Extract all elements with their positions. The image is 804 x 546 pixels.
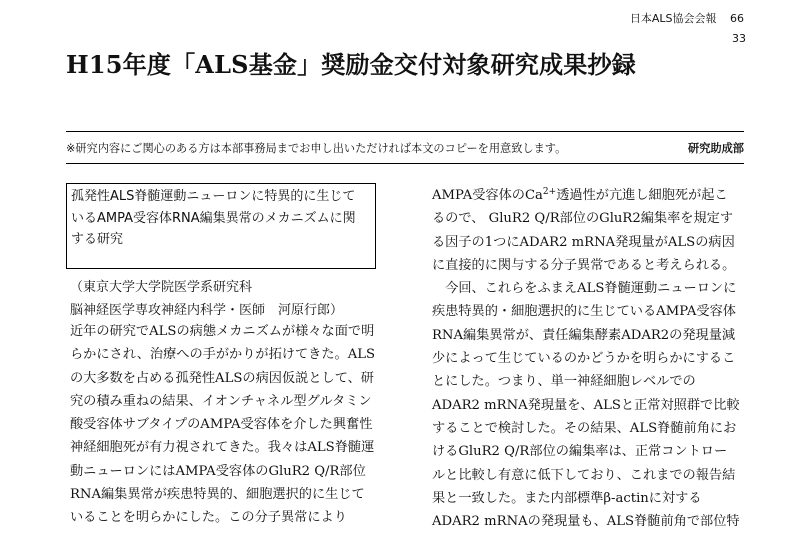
body-column-left: [70, 320, 375, 530]
page-number: 33: [732, 32, 746, 45]
body-line: 少によって生じているのかどうかを明らかにするこ: [432, 351, 736, 367]
article-title-line: いるAMPA受容体RNA編集異常のメカニズムに関: [71, 210, 356, 226]
body-line: の大多数を占める孤発性ALSの病因仮説として、研: [70, 370, 374, 386]
affiliation-line: 脳神経医学専攻神経内科学・医師 河原行郎）: [70, 302, 344, 318]
article-title-line: する研究: [71, 232, 124, 247]
body-line: ADAR2 mRNA発現量を、ALSと正常対照群で比較: [432, 397, 740, 413]
issue-number: 66: [730, 12, 744, 25]
body-line: けるGluR2 Q/R部位の編集率は、正常コントロー: [432, 444, 728, 460]
body-line-prefix: AMPA受容体のCa: [432, 188, 543, 203]
notice-text: ※研究内容にご関心のある方は本部事務局までお申し出いただければ本文のコピーを用意致します。: [66, 142, 567, 155]
body-column-right: [432, 184, 740, 533]
body-line: 今回、これらをふまえALS脊髄運動ニューロンに: [432, 281, 737, 297]
body-line: ADAR2 mRNAの発現量も、ALS脊髄前角で部位特: [432, 514, 740, 530]
body-line: る因子の1つにADAR2 mRNA発現量がALSの病因: [432, 234, 735, 250]
body-line: いることを明らかにした。この分子異常により: [70, 510, 347, 526]
page-header: [630, 12, 744, 46]
body-line: ルと比較し有意に低下しており、これまでの報告結: [432, 467, 736, 483]
body-line: 究の積み重ねの結果、イオンチャネル型グルタミン: [70, 393, 372, 409]
author-affiliation: [70, 277, 343, 322]
affiliation-line: （東京大学大学院医学系研究科: [70, 280, 253, 295]
body-line: るので、 GluR2 Q/R部位のGluR2編集率を規定す: [432, 211, 734, 227]
body-line: 動ニューロンにはAMPA受容体のGluR2 Q/R部位: [70, 463, 366, 479]
article-title-line: 孤発性ALS脊髄運動ニューロンに特異的に生じて: [71, 189, 356, 204]
article-title-box: [66, 183, 376, 269]
body-line: に直接的に関与する分子異常であると考えられる。: [432, 257, 736, 273]
body-line: することで検討した。その結果、ALS脊髄前角にお: [432, 420, 737, 436]
notice-label: 研究助成部: [688, 142, 744, 155]
page-title: H15年度「ALS基金」奨励金交付対象研究成果抄録: [66, 50, 636, 79]
body-line-suffix: 透過性が亢進し細胞死が起こ: [556, 188, 728, 203]
body-line: RNA編集異常が疾患特異的、細胞選択的に生じて: [70, 487, 365, 503]
body-line: 酸受容体サブタイプのAMPA受容体を介した興奮性: [70, 417, 373, 433]
publication-name: 日本ALS協会会報: [629, 12, 717, 25]
body-line: [432, 184, 740, 207]
notice-top-rule: [66, 131, 744, 132]
calcium-charge-superscript: 2+: [542, 187, 557, 197]
notice-bottom-rule: [66, 163, 744, 164]
body-line: 神経細胞死が有力視されてきた。我々はALS脊髄運: [70, 440, 375, 456]
body-line: 近年の研究でALSの病態メカニズムが様々な面で明: [70, 324, 375, 339]
body-line: 果と一致した。また内部標準β-actinに対する: [432, 490, 702, 506]
body-line: 疾患特異的・細胞選択的に生じているAMPA受容体: [432, 304, 736, 320]
body-line: RNA編集異常が、責任編集酵素ADAR2の発現量減: [432, 327, 736, 343]
body-line: とにした。つまり、単一神経細胞レベルでの: [432, 374, 696, 390]
notice-bar: [66, 138, 744, 158]
body-line: らかにされ、治療への手がかりが拓けてきた。ALS: [70, 347, 376, 363]
